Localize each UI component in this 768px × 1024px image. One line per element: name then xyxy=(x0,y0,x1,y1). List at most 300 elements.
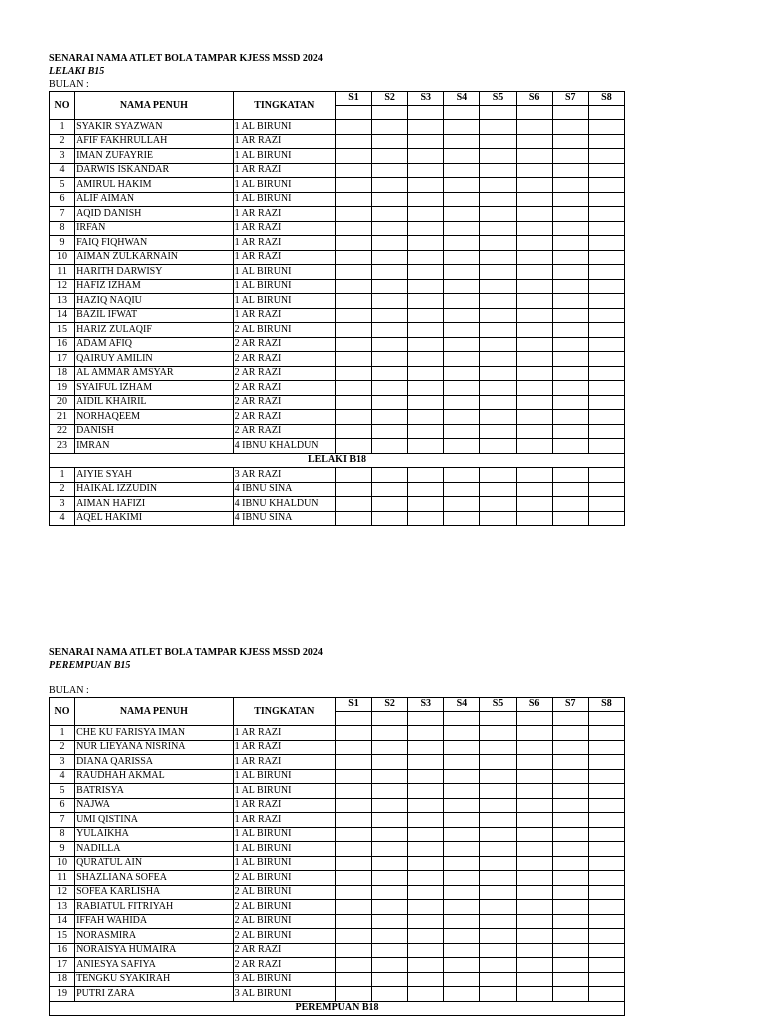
session-cell[interactable] xyxy=(552,958,588,973)
session-cell[interactable] xyxy=(588,395,624,410)
session-cell[interactable] xyxy=(588,265,624,280)
session-cell[interactable] xyxy=(372,712,408,726)
session-cell[interactable] xyxy=(372,943,408,958)
session-cell[interactable] xyxy=(335,497,371,512)
session-cell[interactable] xyxy=(588,134,624,149)
session-cell[interactable] xyxy=(588,885,624,900)
session-cell[interactable] xyxy=(552,842,588,857)
session-cell[interactable] xyxy=(444,769,480,784)
session-cell[interactable] xyxy=(480,511,516,526)
session-cell[interactable] xyxy=(408,726,444,741)
session-cell[interactable] xyxy=(588,192,624,207)
session-cell[interactable] xyxy=(444,842,480,857)
session-cell[interactable] xyxy=(516,511,552,526)
session-cell[interactable] xyxy=(480,726,516,741)
session-cell[interactable] xyxy=(372,987,408,1002)
session-cell[interactable] xyxy=(372,134,408,149)
session-cell[interactable] xyxy=(516,784,552,799)
session-cell[interactable] xyxy=(408,279,444,294)
session-cell[interactable] xyxy=(516,769,552,784)
session-cell[interactable] xyxy=(552,712,588,726)
session-cell[interactable] xyxy=(480,842,516,857)
session-cell[interactable] xyxy=(408,178,444,193)
session-cell[interactable] xyxy=(552,250,588,265)
session-cell[interactable] xyxy=(372,497,408,512)
session-cell[interactable] xyxy=(335,726,371,741)
session-cell[interactable] xyxy=(588,482,624,497)
session-cell[interactable] xyxy=(408,842,444,857)
session-cell[interactable] xyxy=(480,395,516,410)
session-cell[interactable] xyxy=(480,885,516,900)
session-cell[interactable] xyxy=(372,439,408,454)
session-cell[interactable] xyxy=(516,482,552,497)
session-cell[interactable] xyxy=(335,192,371,207)
session-cell[interactable] xyxy=(408,366,444,381)
session-cell[interactable] xyxy=(372,755,408,770)
session-cell[interactable] xyxy=(408,207,444,222)
session-cell[interactable] xyxy=(480,134,516,149)
session-cell[interactable] xyxy=(372,900,408,915)
session-cell[interactable] xyxy=(335,265,371,280)
session-cell[interactable] xyxy=(408,958,444,973)
session-cell[interactable] xyxy=(408,784,444,799)
session-cell[interactable] xyxy=(588,987,624,1002)
session-cell[interactable] xyxy=(588,106,624,120)
session-cell[interactable] xyxy=(588,842,624,857)
session-cell[interactable] xyxy=(480,712,516,726)
session-cell[interactable] xyxy=(480,987,516,1002)
session-cell[interactable] xyxy=(335,439,371,454)
session-cell[interactable] xyxy=(444,424,480,439)
session-cell[interactable] xyxy=(444,929,480,944)
session-cell[interactable] xyxy=(444,221,480,236)
session-cell[interactable] xyxy=(335,178,371,193)
session-cell[interactable] xyxy=(516,424,552,439)
session-cell[interactable] xyxy=(588,769,624,784)
session-cell[interactable] xyxy=(372,958,408,973)
session-cell[interactable] xyxy=(480,381,516,396)
session-cell[interactable] xyxy=(444,352,480,367)
session-cell[interactable] xyxy=(588,381,624,396)
session-cell[interactable] xyxy=(444,914,480,929)
session-cell[interactable] xyxy=(444,784,480,799)
session-cell[interactable] xyxy=(444,236,480,251)
session-cell[interactable] xyxy=(480,827,516,842)
session-cell[interactable] xyxy=(516,352,552,367)
session-cell[interactable] xyxy=(372,120,408,135)
session-cell[interactable] xyxy=(444,366,480,381)
session-cell[interactable] xyxy=(335,279,371,294)
session-cell[interactable] xyxy=(372,323,408,338)
session-cell[interactable] xyxy=(444,740,480,755)
session-cell[interactable] xyxy=(372,294,408,309)
session-cell[interactable] xyxy=(372,885,408,900)
session-cell[interactable] xyxy=(480,265,516,280)
session-cell[interactable] xyxy=(588,352,624,367)
session-cell[interactable] xyxy=(516,323,552,338)
session-cell[interactable] xyxy=(480,798,516,813)
session-cell[interactable] xyxy=(372,265,408,280)
session-cell[interactable] xyxy=(335,769,371,784)
session-cell[interactable] xyxy=(335,120,371,135)
session-cell[interactable] xyxy=(372,424,408,439)
session-cell[interactable] xyxy=(516,943,552,958)
session-cell[interactable] xyxy=(552,207,588,222)
session-cell[interactable] xyxy=(552,943,588,958)
session-cell[interactable] xyxy=(588,366,624,381)
session-cell[interactable] xyxy=(372,813,408,828)
session-cell[interactable] xyxy=(588,410,624,425)
session-cell[interactable] xyxy=(516,987,552,1002)
session-cell[interactable] xyxy=(408,439,444,454)
session-cell[interactable] xyxy=(552,929,588,944)
session-cell[interactable] xyxy=(408,769,444,784)
session-cell[interactable] xyxy=(372,410,408,425)
session-cell[interactable] xyxy=(552,972,588,987)
session-cell[interactable] xyxy=(408,120,444,135)
session-cell[interactable] xyxy=(480,900,516,915)
session-cell[interactable] xyxy=(335,366,371,381)
session-cell[interactable] xyxy=(444,468,480,483)
session-cell[interactable] xyxy=(372,740,408,755)
session-cell[interactable] xyxy=(588,856,624,871)
session-cell[interactable] xyxy=(588,784,624,799)
session-cell[interactable] xyxy=(444,813,480,828)
session-cell[interactable] xyxy=(588,511,624,526)
session-cell[interactable] xyxy=(552,149,588,164)
session-cell[interactable] xyxy=(516,192,552,207)
session-cell[interactable] xyxy=(480,294,516,309)
session-cell[interactable] xyxy=(588,972,624,987)
session-cell[interactable] xyxy=(480,813,516,828)
session-cell[interactable] xyxy=(552,163,588,178)
session-cell[interactable] xyxy=(372,769,408,784)
session-cell[interactable] xyxy=(552,381,588,396)
session-cell[interactable] xyxy=(408,323,444,338)
session-cell[interactable] xyxy=(372,929,408,944)
session-cell[interactable] xyxy=(408,192,444,207)
session-cell[interactable] xyxy=(552,511,588,526)
session-cell[interactable] xyxy=(588,755,624,770)
session-cell[interactable] xyxy=(335,842,371,857)
session-cell[interactable] xyxy=(444,798,480,813)
session-cell[interactable] xyxy=(444,482,480,497)
session-cell[interactable] xyxy=(408,798,444,813)
session-cell[interactable] xyxy=(480,410,516,425)
session-cell[interactable] xyxy=(335,784,371,799)
session-cell[interactable] xyxy=(588,929,624,944)
session-cell[interactable] xyxy=(480,221,516,236)
session-cell[interactable] xyxy=(588,323,624,338)
session-cell[interactable] xyxy=(408,900,444,915)
session-cell[interactable] xyxy=(516,468,552,483)
session-cell[interactable] xyxy=(372,784,408,799)
session-cell[interactable] xyxy=(480,740,516,755)
session-cell[interactable] xyxy=(516,250,552,265)
session-cell[interactable] xyxy=(516,395,552,410)
session-cell[interactable] xyxy=(408,856,444,871)
session-cell[interactable] xyxy=(552,323,588,338)
session-cell[interactable] xyxy=(335,207,371,222)
session-cell[interactable] xyxy=(552,294,588,309)
session-cell[interactable] xyxy=(335,929,371,944)
session-cell[interactable] xyxy=(516,929,552,944)
session-cell[interactable] xyxy=(335,163,371,178)
session-cell[interactable] xyxy=(372,972,408,987)
session-cell[interactable] xyxy=(335,149,371,164)
session-cell[interactable] xyxy=(588,726,624,741)
session-cell[interactable] xyxy=(516,740,552,755)
session-cell[interactable] xyxy=(372,308,408,323)
session-cell[interactable] xyxy=(372,395,408,410)
session-cell[interactable] xyxy=(335,511,371,526)
session-cell[interactable] xyxy=(552,885,588,900)
session-cell[interactable] xyxy=(480,929,516,944)
session-cell[interactable] xyxy=(552,337,588,352)
session-cell[interactable] xyxy=(444,192,480,207)
session-cell[interactable] xyxy=(480,337,516,352)
session-cell[interactable] xyxy=(552,468,588,483)
session-cell[interactable] xyxy=(408,468,444,483)
session-cell[interactable] xyxy=(372,856,408,871)
session-cell[interactable] xyxy=(552,395,588,410)
session-cell[interactable] xyxy=(588,163,624,178)
session-cell[interactable] xyxy=(516,755,552,770)
session-cell[interactable] xyxy=(516,381,552,396)
session-cell[interactable] xyxy=(480,120,516,135)
session-cell[interactable] xyxy=(372,842,408,857)
session-cell[interactable] xyxy=(588,120,624,135)
session-cell[interactable] xyxy=(372,178,408,193)
session-cell[interactable] xyxy=(552,424,588,439)
session-cell[interactable] xyxy=(516,308,552,323)
session-cell[interactable] xyxy=(588,207,624,222)
session-cell[interactable] xyxy=(372,468,408,483)
session-cell[interactable] xyxy=(516,279,552,294)
session-cell[interactable] xyxy=(444,381,480,396)
session-cell[interactable] xyxy=(408,929,444,944)
session-cell[interactable] xyxy=(552,265,588,280)
session-cell[interactable] xyxy=(588,740,624,755)
session-cell[interactable] xyxy=(516,914,552,929)
session-cell[interactable] xyxy=(480,424,516,439)
session-cell[interactable] xyxy=(444,497,480,512)
session-cell[interactable] xyxy=(516,410,552,425)
session-cell[interactable] xyxy=(335,871,371,886)
session-cell[interactable] xyxy=(516,236,552,251)
session-cell[interactable] xyxy=(372,352,408,367)
session-cell[interactable] xyxy=(552,813,588,828)
session-cell[interactable] xyxy=(444,755,480,770)
session-cell[interactable] xyxy=(552,439,588,454)
session-cell[interactable] xyxy=(588,914,624,929)
session-cell[interactable] xyxy=(444,943,480,958)
session-cell[interactable] xyxy=(516,221,552,236)
session-cell[interactable] xyxy=(552,352,588,367)
session-cell[interactable] xyxy=(335,798,371,813)
session-cell[interactable] xyxy=(444,827,480,842)
session-cell[interactable] xyxy=(480,279,516,294)
session-cell[interactable] xyxy=(408,497,444,512)
session-cell[interactable] xyxy=(588,712,624,726)
session-cell[interactable] xyxy=(588,439,624,454)
session-cell[interactable] xyxy=(408,163,444,178)
session-cell[interactable] xyxy=(335,827,371,842)
session-cell[interactable] xyxy=(516,163,552,178)
session-cell[interactable] xyxy=(480,207,516,222)
session-cell[interactable] xyxy=(372,221,408,236)
session-cell[interactable] xyxy=(408,134,444,149)
session-cell[interactable] xyxy=(372,236,408,251)
session-cell[interactable] xyxy=(480,192,516,207)
session-cell[interactable] xyxy=(480,943,516,958)
session-cell[interactable] xyxy=(372,871,408,886)
session-cell[interactable] xyxy=(335,395,371,410)
session-cell[interactable] xyxy=(516,106,552,120)
session-cell[interactable] xyxy=(335,740,371,755)
session-cell[interactable] xyxy=(480,769,516,784)
session-cell[interactable] xyxy=(372,366,408,381)
session-cell[interactable] xyxy=(408,813,444,828)
session-cell[interactable] xyxy=(480,352,516,367)
session-cell[interactable] xyxy=(588,308,624,323)
session-cell[interactable] xyxy=(408,987,444,1002)
session-cell[interactable] xyxy=(552,221,588,236)
session-cell[interactable] xyxy=(335,755,371,770)
session-cell[interactable] xyxy=(335,424,371,439)
session-cell[interactable] xyxy=(335,236,371,251)
session-cell[interactable] xyxy=(480,250,516,265)
session-cell[interactable] xyxy=(552,769,588,784)
session-cell[interactable] xyxy=(335,712,371,726)
session-cell[interactable] xyxy=(552,856,588,871)
session-cell[interactable] xyxy=(588,813,624,828)
session-cell[interactable] xyxy=(588,871,624,886)
session-cell[interactable] xyxy=(335,294,371,309)
session-cell[interactable] xyxy=(516,207,552,222)
session-cell[interactable] xyxy=(372,163,408,178)
session-cell[interactable] xyxy=(335,482,371,497)
session-cell[interactable] xyxy=(516,497,552,512)
session-cell[interactable] xyxy=(516,178,552,193)
session-cell[interactable] xyxy=(516,265,552,280)
session-cell[interactable] xyxy=(552,784,588,799)
session-cell[interactable] xyxy=(408,740,444,755)
session-cell[interactable] xyxy=(408,885,444,900)
session-cell[interactable] xyxy=(372,827,408,842)
session-cell[interactable] xyxy=(335,106,371,120)
session-cell[interactable] xyxy=(480,497,516,512)
session-cell[interactable] xyxy=(444,149,480,164)
session-cell[interactable] xyxy=(335,468,371,483)
session-cell[interactable] xyxy=(444,958,480,973)
session-cell[interactable] xyxy=(516,726,552,741)
session-cell[interactable] xyxy=(372,511,408,526)
session-cell[interactable] xyxy=(372,279,408,294)
session-cell[interactable] xyxy=(552,914,588,929)
session-cell[interactable] xyxy=(588,250,624,265)
session-cell[interactable] xyxy=(335,958,371,973)
session-cell[interactable] xyxy=(588,468,624,483)
session-cell[interactable] xyxy=(335,308,371,323)
session-cell[interactable] xyxy=(552,279,588,294)
session-cell[interactable] xyxy=(444,279,480,294)
session-cell[interactable] xyxy=(588,958,624,973)
session-cell[interactable] xyxy=(335,914,371,929)
session-cell[interactable] xyxy=(480,856,516,871)
session-cell[interactable] xyxy=(444,106,480,120)
session-cell[interactable] xyxy=(408,395,444,410)
session-cell[interactable] xyxy=(408,265,444,280)
session-cell[interactable] xyxy=(372,106,408,120)
session-cell[interactable] xyxy=(408,511,444,526)
session-cell[interactable] xyxy=(444,395,480,410)
session-cell[interactable] xyxy=(588,900,624,915)
session-cell[interactable] xyxy=(588,279,624,294)
session-cell[interactable] xyxy=(335,885,371,900)
session-cell[interactable] xyxy=(516,958,552,973)
session-cell[interactable] xyxy=(444,207,480,222)
session-cell[interactable] xyxy=(480,784,516,799)
session-cell[interactable] xyxy=(444,120,480,135)
session-cell[interactable] xyxy=(516,871,552,886)
session-cell[interactable] xyxy=(516,439,552,454)
session-cell[interactable] xyxy=(444,511,480,526)
session-cell[interactable] xyxy=(372,482,408,497)
session-cell[interactable] xyxy=(480,308,516,323)
session-cell[interactable] xyxy=(516,337,552,352)
session-cell[interactable] xyxy=(552,871,588,886)
session-cell[interactable] xyxy=(444,726,480,741)
session-cell[interactable] xyxy=(480,106,516,120)
session-cell[interactable] xyxy=(552,827,588,842)
session-cell[interactable] xyxy=(588,424,624,439)
session-cell[interactable] xyxy=(444,163,480,178)
session-cell[interactable] xyxy=(552,798,588,813)
session-cell[interactable] xyxy=(444,885,480,900)
session-cell[interactable] xyxy=(552,134,588,149)
session-cell[interactable] xyxy=(552,755,588,770)
session-cell[interactable] xyxy=(516,149,552,164)
session-cell[interactable] xyxy=(335,323,371,338)
session-cell[interactable] xyxy=(444,337,480,352)
session-cell[interactable] xyxy=(335,410,371,425)
session-cell[interactable] xyxy=(408,236,444,251)
session-cell[interactable] xyxy=(552,410,588,425)
session-cell[interactable] xyxy=(408,827,444,842)
session-cell[interactable] xyxy=(516,842,552,857)
session-cell[interactable] xyxy=(516,856,552,871)
session-cell[interactable] xyxy=(444,308,480,323)
session-cell[interactable] xyxy=(372,726,408,741)
session-cell[interactable] xyxy=(408,337,444,352)
session-cell[interactable] xyxy=(552,178,588,193)
session-cell[interactable] xyxy=(516,798,552,813)
session-cell[interactable] xyxy=(408,712,444,726)
session-cell[interactable] xyxy=(588,827,624,842)
session-cell[interactable] xyxy=(480,439,516,454)
session-cell[interactable] xyxy=(516,134,552,149)
session-cell[interactable] xyxy=(335,900,371,915)
session-cell[interactable] xyxy=(372,207,408,222)
session-cell[interactable] xyxy=(480,972,516,987)
session-cell[interactable] xyxy=(516,827,552,842)
session-cell[interactable] xyxy=(516,972,552,987)
session-cell[interactable] xyxy=(552,740,588,755)
session-cell[interactable] xyxy=(408,221,444,236)
session-cell[interactable] xyxy=(444,410,480,425)
session-cell[interactable] xyxy=(516,712,552,726)
